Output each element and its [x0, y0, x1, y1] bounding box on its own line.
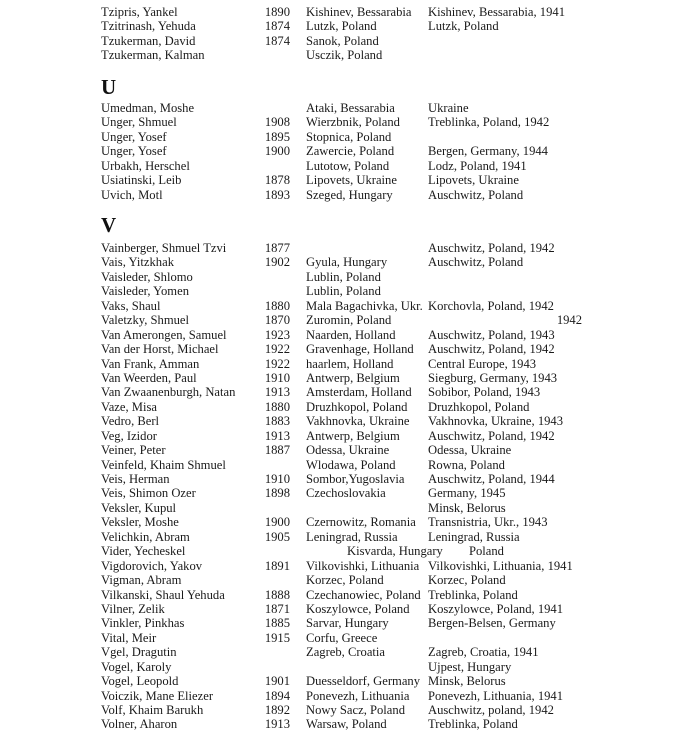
- person-name: Van Weerden, Paul: [101, 370, 197, 385]
- person-name: Veksler, Moshe: [101, 515, 179, 530]
- death-place: Sobibor, Poland, 1943: [428, 385, 541, 400]
- list-item: [0, 660, 694, 674]
- list-item: [0, 515, 694, 529]
- list-item: [0, 385, 694, 399]
- death-place: Poland: [469, 544, 504, 559]
- list-item: [0, 414, 694, 428]
- person-name: Volner, Aharon: [101, 717, 178, 732]
- birthplace: Nowy Sacz, Poland: [306, 703, 405, 717]
- person-name: Vaisleder, Yomen: [101, 284, 189, 299]
- section-u: [0, 101, 694, 202]
- person-name: Van Amerongen, Samuel: [101, 327, 227, 342]
- birthplace: Naarden, Holland: [306, 327, 396, 342]
- birthplace: Corfu, Greece: [306, 630, 378, 645]
- birth-year: 1905: [264, 529, 290, 544]
- birthplace: Vakhnovka, Ukraine: [306, 414, 410, 429]
- person-name: Vainberger, Shmuel Tzvi: [101, 241, 227, 255]
- birth-year: 1915: [264, 630, 290, 645]
- birth-year: 1888: [264, 587, 290, 602]
- birthplace: Czernowitz, Romania: [306, 515, 416, 530]
- list-item: [0, 530, 694, 544]
- list-item: [0, 645, 694, 659]
- birthplace: Ataki, Bessarabia: [306, 101, 395, 115]
- death-place: Germany, 1945: [428, 486, 506, 501]
- birthplace: Warsaw, Poland: [306, 717, 387, 732]
- death-place: Korzec, Poland: [428, 573, 506, 588]
- list-item: [0, 674, 694, 688]
- birthplace: Czechoslovakia: [306, 486, 386, 501]
- birth-year: 1890: [264, 5, 290, 19]
- birthplace: haarlem, Holland: [306, 356, 394, 371]
- death-place: Auschwitz, Poland, 1942: [428, 428, 555, 443]
- death-place: Korchovla, Poland, 1942: [428, 298, 554, 313]
- birthplace: Lublin, Poland: [306, 284, 381, 299]
- person-name: Van Zwaanenburgh, Natan: [101, 385, 236, 400]
- birthplace: Amsterdam, Holland: [306, 385, 412, 400]
- list-item: [0, 357, 694, 371]
- birthplace: Vilkovishki, Lithuania: [306, 558, 420, 573]
- birthplace: Duesseldorf, Germany: [306, 674, 421, 689]
- section-t-continued: [0, 5, 694, 63]
- death-place: Druzhkopol, Poland: [428, 399, 530, 414]
- person-name: Umedman, Moshe: [101, 101, 195, 115]
- person-name: Vinkler, Pinkhas: [101, 616, 185, 631]
- birth-year: 1910: [264, 370, 290, 385]
- birth-year: 1878: [264, 173, 290, 188]
- birth-year: 1880: [264, 298, 290, 313]
- death-place: Koszylowce, Poland, 1941: [428, 601, 564, 616]
- list-item: [0, 299, 694, 313]
- list-item: [0, 270, 694, 284]
- birthplace: Lublin, Poland: [306, 269, 381, 284]
- person-name: Unger, Yosef: [101, 129, 167, 144]
- person-name: Van der Horst, Michael: [101, 342, 219, 357]
- death-place: Ujpest, Hungary: [428, 659, 512, 674]
- list-item: [0, 703, 694, 717]
- person-name: Uvich, Motl: [101, 187, 163, 202]
- list-item: [0, 342, 694, 356]
- birthplace: Koszylowce, Poland: [306, 601, 410, 616]
- death-place: Ponevezh, Lithuania, 1941: [428, 688, 564, 703]
- death-place: Vakhnovka, Ukraine, 1943: [428, 414, 564, 429]
- death-place: Auschwitz, Poland: [428, 187, 524, 202]
- birth-year: 1913: [264, 428, 290, 443]
- person-name: Vogel, Karoly: [101, 659, 172, 674]
- death-place: Auschwitz, Poland, 1943: [428, 327, 555, 342]
- birth-year: 1870: [264, 313, 290, 328]
- list-item: [0, 101, 694, 115]
- list-item: [0, 400, 694, 414]
- person-name: Tzukerman, Kalman: [101, 48, 205, 63]
- list-item: [0, 173, 694, 187]
- list-item: [0, 188, 694, 202]
- list-item: [0, 443, 694, 457]
- death-place: Bergen-Belsen, Germany: [428, 616, 556, 631]
- person-name: Valetzky, Shmuel: [101, 313, 190, 328]
- list-item: [0, 559, 694, 573]
- list-item: [0, 313, 694, 327]
- birthplace: Kishinev, Bessarabia: [306, 5, 412, 19]
- birth-year: 1900: [264, 515, 290, 530]
- birth-year: 1922: [264, 342, 290, 357]
- person-name: Unger, Shmuel: [101, 115, 177, 130]
- birth-year: 1910: [264, 472, 290, 486]
- death-place: Kishinev, Bessarabia, 1941: [428, 5, 565, 19]
- person-name: Veksler, Kupul: [101, 500, 177, 515]
- death-place: Bergen, Germany, 1944: [428, 144, 548, 159]
- person-name: Vigdorovich, Yakov: [101, 558, 203, 573]
- birth-year: 1894: [264, 688, 290, 703]
- list-item: [0, 48, 694, 62]
- birthplace: Lutotow, Poland: [306, 158, 390, 173]
- person-name: Unger, Yosef: [101, 144, 167, 159]
- birthplace: Sarvar, Hungary: [306, 616, 389, 631]
- list-item: [0, 573, 694, 587]
- death-place: 1942: [556, 313, 582, 328]
- person-name: Van Frank, Amman: [101, 356, 200, 371]
- birth-year: 1908: [264, 115, 290, 130]
- death-place: Transnistria, Ukr., 1943: [428, 515, 548, 530]
- death-place: Lutzk, Poland: [428, 19, 499, 34]
- list-item: [0, 34, 694, 48]
- person-name: Vilkanski, Shaul Yehuda: [101, 587, 225, 602]
- death-place: Treblinka, Poland, 1942: [428, 115, 550, 130]
- birth-year: 1892: [264, 703, 290, 717]
- birth-year: 1900: [264, 144, 290, 159]
- birth-year: 1891: [264, 558, 290, 573]
- birthplace: Gyula, Hungary: [306, 255, 388, 270]
- death-place: Vilkovishki, Lithuania, 1941: [428, 558, 573, 573]
- person-name: Vedro, Berl: [101, 414, 160, 429]
- list-item: [0, 486, 694, 500]
- list-item: [0, 144, 694, 158]
- birth-year: 1902: [264, 255, 290, 270]
- person-name: Veis, Shimon Ozer: [101, 486, 196, 501]
- list-item: [0, 616, 694, 630]
- birth-year: 1923: [264, 327, 290, 342]
- birthplace: Lipovets, Ukraine: [306, 173, 397, 188]
- death-place: Auschwitz, poland, 1942: [428, 703, 554, 717]
- list-item: [0, 717, 694, 731]
- person-name: Vilner, Zelik: [101, 601, 165, 616]
- death-place: Auschwitz, Poland, 1942: [428, 241, 555, 255]
- death-place: Lipovets, Ukraine: [428, 173, 519, 188]
- birth-year: 1877: [264, 241, 290, 255]
- birthplace: Druzhkopol, Poland: [306, 399, 408, 414]
- person-name: Urbakh, Herschel: [101, 158, 190, 173]
- list-item: [0, 429, 694, 443]
- birthplace: Antwerp, Belgium: [306, 428, 400, 443]
- person-name: Volf, Khaim Barukh: [101, 703, 204, 717]
- birthplace: Stopnica, Poland: [306, 129, 392, 144]
- birthplace: Kisvarda, Hungary: [347, 544, 443, 559]
- person-name: Vaze, Misa: [101, 399, 157, 414]
- birthplace: Zawercie, Poland: [306, 144, 395, 159]
- list-item: [0, 255, 694, 269]
- list-item: [0, 602, 694, 616]
- list-item: [0, 159, 694, 173]
- person-name: Tzipris, Yankel: [101, 5, 178, 19]
- birthplace: Korzec, Poland: [306, 573, 384, 588]
- section-letter-v: V: [101, 213, 117, 237]
- birthplace: Leningrad, Russia: [306, 529, 398, 544]
- birth-year: 1885: [264, 616, 290, 631]
- birth-year: 1913: [264, 385, 290, 400]
- birth-year: 1893: [264, 187, 290, 202]
- list-item: [0, 588, 694, 602]
- death-place: Leningrad, Russia: [428, 529, 520, 544]
- person-name: Usiatinski, Leib: [101, 173, 182, 188]
- birthplace: Wierzbnik, Poland: [306, 115, 400, 130]
- list-item: [0, 19, 694, 33]
- list-item: [0, 130, 694, 144]
- birth-year: 1880: [264, 399, 290, 414]
- birthplace: Sanok, Poland: [306, 33, 379, 48]
- death-place: Minsk, Belorus: [428, 500, 506, 515]
- birthplace: Szeged, Hungary: [306, 187, 393, 202]
- list-item: [0, 115, 694, 129]
- person-name: Voiczik, Mane Eliezer: [101, 688, 214, 703]
- section-letter-u: U: [101, 75, 117, 99]
- person-name: Vais, Yitzkhak: [101, 255, 174, 270]
- death-place: Lodz, Poland, 1941: [428, 158, 527, 173]
- birthplace: Usczik, Poland: [306, 48, 383, 63]
- person-name: Veis, Herman: [101, 472, 170, 486]
- person-name: Vider, Yecheskel: [101, 544, 186, 559]
- death-place: Rowna, Poland: [428, 457, 505, 472]
- list-item: [0, 631, 694, 645]
- person-name: Vital, Meir: [101, 630, 157, 645]
- death-place: Auschwitz, Poland, 1942: [428, 342, 555, 357]
- person-name: Vaks, Shaul: [101, 298, 161, 313]
- section-v: [0, 241, 694, 732]
- birthplace: Mala Bagachivka, Ukr.: [306, 298, 423, 313]
- birthplace: Zagreb, Croatia: [306, 645, 386, 660]
- birth-year: 1895: [264, 129, 290, 144]
- person-name: Tzukerman, David: [101, 33, 196, 48]
- person-name: Vaisleder, Shlomo: [101, 269, 193, 284]
- death-place: Ukraine: [428, 101, 469, 115]
- birthplace: Wlodawa, Poland: [306, 457, 396, 472]
- person-name: Vgel, Dragutin: [101, 645, 177, 660]
- birth-year: 1913: [264, 717, 290, 732]
- list-item: [0, 241, 694, 255]
- list-item: [0, 472, 694, 486]
- death-place: Auschwitz, Poland: [428, 255, 524, 270]
- death-place: Zagreb, Croatia, 1941: [428, 645, 539, 660]
- birth-year: 1871: [264, 601, 290, 616]
- list-item: [0, 458, 694, 472]
- list-item: [0, 544, 694, 558]
- death-place: Treblinka, Poland: [428, 717, 518, 732]
- list-item: [0, 284, 694, 298]
- list-item: [0, 5, 694, 19]
- list-item: [0, 371, 694, 385]
- birth-year: 1887: [264, 443, 290, 458]
- list-item: [0, 689, 694, 703]
- birthplace: Czechanowiec, Poland: [306, 587, 421, 602]
- birthplace: Ponevezh, Lithuania: [306, 688, 410, 703]
- person-name: Veinfeld, Khaim Shmuel: [101, 457, 226, 472]
- birth-year: 1901: [264, 674, 290, 689]
- birthplace: Zuromin, Poland: [306, 313, 392, 328]
- birth-year: 1922: [264, 356, 290, 371]
- birth-year: 1874: [264, 33, 290, 48]
- list-item: [0, 328, 694, 342]
- birthplace: Sombor,Yugoslavia: [306, 472, 405, 486]
- birth-year: 1883: [264, 414, 290, 429]
- person-name: Vogel, Leopold: [101, 674, 179, 689]
- birthplace: Odessa, Ukraine: [306, 443, 390, 458]
- person-name: Tzitrinash, Yehuda: [101, 19, 196, 34]
- death-place: Treblinka, Poland: [428, 587, 518, 602]
- death-place: Minsk, Belorus: [428, 674, 506, 689]
- person-name: Veg, Izidor: [101, 428, 157, 443]
- birth-year: 1898: [264, 486, 290, 501]
- death-place: Central Europe, 1943: [428, 356, 537, 371]
- death-place: Auschwitz, Poland, 1944: [428, 472, 555, 486]
- person-name: Veiner, Peter: [101, 443, 166, 458]
- person-name: Velichkin, Abram: [101, 529, 190, 544]
- birthplace: Antwerp, Belgium: [306, 370, 400, 385]
- death-place: Odessa, Ukraine: [428, 443, 512, 458]
- birthplace: Gravenhage, Holland: [306, 342, 414, 357]
- death-place: Siegburg, Germany, 1943: [428, 370, 558, 385]
- birth-year: 1874: [264, 19, 290, 34]
- birthplace: Lutzk, Poland: [306, 19, 377, 34]
- person-name: Vigman, Abram: [101, 573, 182, 588]
- list-item: [0, 501, 694, 515]
